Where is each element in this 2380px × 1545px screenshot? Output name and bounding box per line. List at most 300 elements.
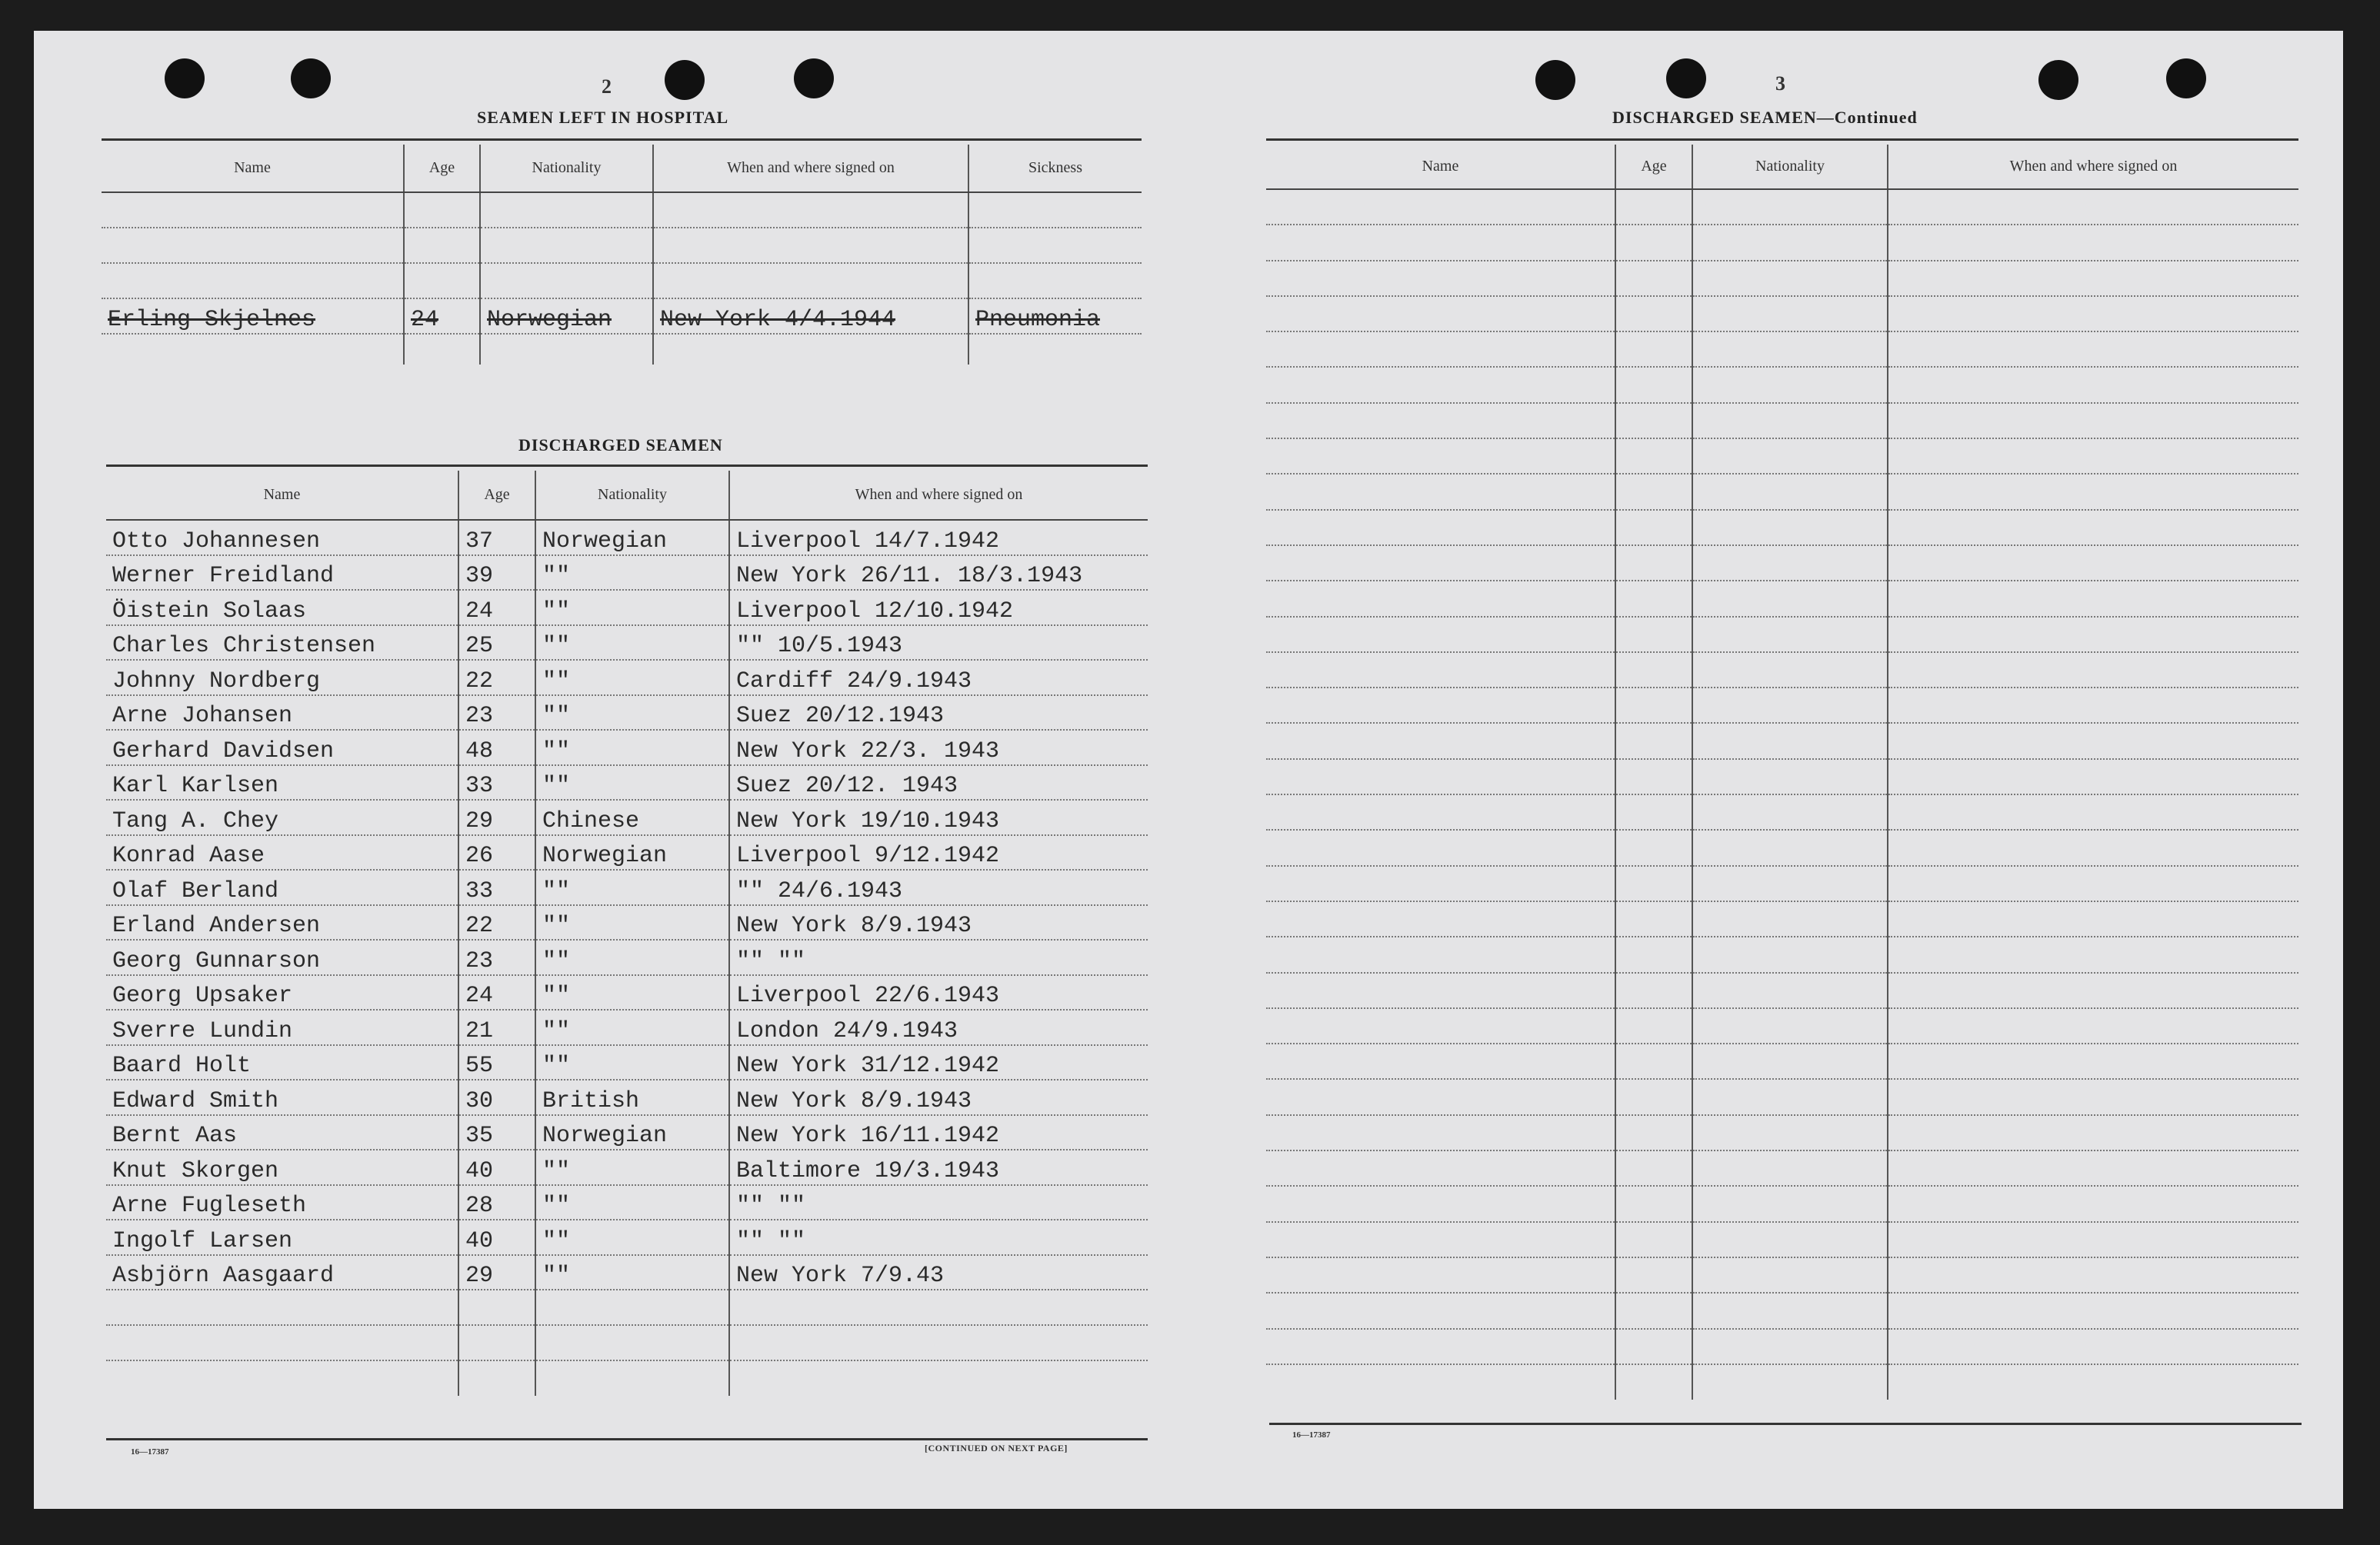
document-sheet bbox=[34, 31, 2343, 1509]
empty-cell bbox=[1266, 617, 1615, 652]
empty-cell bbox=[1692, 438, 1888, 474]
empty-row bbox=[1266, 1044, 2298, 1079]
empty-row bbox=[1266, 1293, 2298, 1328]
discharged-age: 24 bbox=[458, 590, 535, 625]
discharged-age: 48 bbox=[458, 730, 535, 765]
empty-cell bbox=[1888, 652, 2298, 688]
empty-cell bbox=[1692, 261, 1888, 296]
hospital-col-sickness: Sickness bbox=[968, 145, 1142, 192]
discharged-signed-on: Suez 20/12.1943 bbox=[729, 695, 1148, 731]
discharged-name: Konrad Aase bbox=[106, 835, 458, 871]
discharged-age: 40 bbox=[458, 1220, 535, 1255]
discharged-signed-on: New York 22/3. 1943 bbox=[729, 730, 1148, 765]
empty-cell bbox=[1692, 723, 1888, 758]
empty-cell bbox=[535, 1290, 729, 1325]
empty-row bbox=[1266, 189, 2298, 225]
empty-cell bbox=[1615, 510, 1692, 545]
empty-cell bbox=[1266, 830, 1615, 865]
empty-cell bbox=[1888, 937, 2298, 972]
discharged-signed-on: "" 24/6.1943 bbox=[729, 870, 1148, 905]
empty-cell bbox=[1888, 1044, 2298, 1079]
empty-cell bbox=[458, 1360, 535, 1396]
hospital-col-signed-on: When and where signed on bbox=[653, 145, 968, 192]
empty-row bbox=[1266, 545, 2298, 581]
discharged-age: 29 bbox=[458, 800, 535, 835]
discharged-name: Gerhard Davidsen bbox=[106, 730, 458, 765]
empty-cell bbox=[1266, 545, 1615, 581]
empty-cell bbox=[1888, 510, 2298, 545]
punch-hole-5 bbox=[1535, 60, 1575, 100]
empty-row bbox=[1266, 510, 2298, 545]
empty-cell bbox=[1615, 723, 1692, 758]
empty-cell bbox=[1692, 1222, 1888, 1257]
discharged-age: 22 bbox=[458, 905, 535, 941]
discharged-age: 28 bbox=[458, 1185, 535, 1220]
empty-cell bbox=[1888, 367, 2298, 402]
hospital-col-nationality: Nationality bbox=[480, 145, 653, 192]
empty-cell bbox=[1615, 545, 1692, 581]
table-row bbox=[106, 1220, 1148, 1255]
empty-cell bbox=[1692, 189, 1888, 225]
table-row bbox=[106, 1045, 1148, 1081]
hospital-entry-row bbox=[102, 298, 1142, 334]
empty-row bbox=[1266, 973, 2298, 1008]
discharged-nationality: British bbox=[535, 1080, 729, 1115]
empty-cell bbox=[1888, 723, 2298, 758]
empty-cell bbox=[1888, 403, 2298, 438]
empty-cell bbox=[1692, 474, 1888, 509]
empty-cell bbox=[1888, 1222, 2298, 1257]
empty-cell bbox=[1266, 296, 1615, 331]
discharged-age: 25 bbox=[458, 625, 535, 661]
discharged-signed-on: Cardiff 24/9.1943 bbox=[729, 660, 1148, 695]
empty-cell bbox=[1692, 973, 1888, 1008]
empty-cell bbox=[1888, 901, 2298, 937]
empty-row bbox=[1266, 1115, 2298, 1150]
hospital-top-rule bbox=[102, 138, 1142, 141]
table-row bbox=[106, 730, 1148, 765]
discharged-nationality: "" bbox=[535, 695, 729, 731]
table-row bbox=[106, 800, 1148, 835]
empty-cell bbox=[1615, 403, 1692, 438]
table-row bbox=[106, 1115, 1148, 1150]
empty-cell bbox=[1692, 1044, 1888, 1079]
discharged-name: Olaf Berland bbox=[106, 870, 458, 905]
empty-row bbox=[1266, 1079, 2298, 1114]
empty-cell bbox=[1888, 1329, 2298, 1364]
empty-cell bbox=[1266, 1044, 1615, 1079]
empty-cell bbox=[1888, 688, 2298, 723]
empty-row bbox=[1266, 581, 2298, 616]
empty-cell bbox=[1266, 652, 1615, 688]
table-row bbox=[106, 835, 1148, 871]
empty-row bbox=[1266, 1257, 2298, 1293]
discharged-signed-on: New York 19/10.1943 bbox=[729, 800, 1148, 835]
discharged-name: Tang A. Chey bbox=[106, 800, 458, 835]
discharged-nationality: "" bbox=[535, 1010, 729, 1045]
discharged-nationality: Chinese bbox=[535, 800, 729, 835]
empty-cell bbox=[106, 1325, 458, 1360]
empty-row bbox=[1266, 652, 2298, 688]
empty-cell bbox=[1692, 617, 1888, 652]
discharged-nationality: "" bbox=[535, 975, 729, 1011]
table-row bbox=[106, 695, 1148, 731]
empty-cell bbox=[1615, 901, 1692, 937]
punch-hole-2 bbox=[291, 58, 331, 98]
empty-cell bbox=[1266, 1079, 1615, 1114]
empty-cell bbox=[1615, 1329, 1692, 1364]
empty-cell bbox=[1692, 1079, 1888, 1114]
empty-cell bbox=[1615, 794, 1692, 830]
table-row bbox=[106, 765, 1148, 801]
empty-row bbox=[1266, 759, 2298, 794]
discharged-nationality: "" bbox=[535, 905, 729, 941]
discharged-signed-on: New York 26/11. 18/3.1943 bbox=[729, 555, 1148, 591]
empty-cell bbox=[1615, 331, 1692, 367]
empty-cell bbox=[1692, 1150, 1888, 1186]
table-row bbox=[106, 590, 1148, 625]
empty-cell bbox=[458, 1290, 535, 1325]
discharged-nationality: "" bbox=[535, 625, 729, 661]
empty-row bbox=[1266, 367, 2298, 402]
empty-cell bbox=[1692, 367, 1888, 402]
discharged-age: 21 bbox=[458, 1010, 535, 1045]
discharged-table bbox=[106, 471, 1148, 1396]
empty-cell bbox=[1615, 1364, 1692, 1400]
punch-hole-7 bbox=[2038, 60, 2078, 100]
empty-cell bbox=[1615, 1186, 1692, 1221]
empty-cell bbox=[1266, 189, 1615, 225]
empty-cell bbox=[1888, 1293, 2298, 1328]
empty-row bbox=[106, 1325, 1148, 1360]
discharged-signed-on: "" "" bbox=[729, 1185, 1148, 1220]
table-row bbox=[106, 870, 1148, 905]
empty-cell bbox=[1266, 1008, 1615, 1044]
discharged-nationality: "" bbox=[535, 660, 729, 695]
empty-cell bbox=[1692, 296, 1888, 331]
table-row bbox=[106, 520, 1148, 555]
empty-cell bbox=[1615, 296, 1692, 331]
hospital-entry-sickness: Pneumonia bbox=[968, 298, 1142, 334]
empty-cell bbox=[1888, 1150, 2298, 1186]
empty-cell bbox=[1266, 901, 1615, 937]
empty-cell bbox=[1615, 1150, 1692, 1186]
empty-row bbox=[1266, 866, 2298, 901]
discharged-signed-on: New York 7/9.43 bbox=[729, 1255, 1148, 1290]
empty-cell bbox=[1692, 1293, 1888, 1328]
empty-cell bbox=[1888, 759, 2298, 794]
table-row bbox=[106, 1185, 1148, 1220]
empty-cell bbox=[1692, 1257, 1888, 1293]
discharged-name: Baard Holt bbox=[106, 1045, 458, 1081]
discharged-nationality: "" bbox=[535, 1150, 729, 1185]
empty-cell bbox=[1615, 759, 1692, 794]
empty-cell bbox=[1615, 652, 1692, 688]
discharged-name: Edward Smith bbox=[106, 1080, 458, 1115]
empty-cell bbox=[1266, 759, 1615, 794]
discharged-name: Öistein Solaas bbox=[106, 590, 458, 625]
empty-cell bbox=[1692, 331, 1888, 367]
empty-cell bbox=[1266, 1150, 1615, 1186]
empty-cell bbox=[1692, 1115, 1888, 1150]
empty-cell bbox=[1615, 367, 1692, 402]
empty-cell bbox=[1266, 510, 1615, 545]
empty-row bbox=[1266, 794, 2298, 830]
empty-cell bbox=[1692, 581, 1888, 616]
right-heading: DISCHARGED SEAMEN—Continued bbox=[1612, 108, 1918, 127]
discharged-signed-on: Liverpool 22/6.1943 bbox=[729, 975, 1148, 1011]
discharged-top-rule bbox=[106, 464, 1148, 467]
discharged-nationality: "" bbox=[535, 1045, 729, 1081]
empty-cell bbox=[1692, 901, 1888, 937]
table-row bbox=[106, 1010, 1148, 1045]
punch-hole-8 bbox=[2166, 58, 2206, 98]
table-row bbox=[106, 660, 1148, 695]
empty-cell bbox=[1266, 866, 1615, 901]
discharged-col-signed-on: When and where signed on bbox=[729, 471, 1148, 520]
discharged-nationality: Norwegian bbox=[535, 520, 729, 555]
empty-cell bbox=[1615, 474, 1692, 509]
empty-row bbox=[1266, 1364, 2298, 1400]
empty-cell bbox=[1615, 225, 1692, 260]
discharged-name: Charles Christensen bbox=[106, 625, 458, 661]
discharged-age: 26 bbox=[458, 835, 535, 871]
hospital-entry-signed-on: New York 4/4.1944 bbox=[653, 298, 968, 334]
discharged-nationality: "" bbox=[535, 590, 729, 625]
discharged-name: Knut Skorgen bbox=[106, 1150, 458, 1185]
empty-cell bbox=[1266, 688, 1615, 723]
discharged-signed-on: New York 8/9.1943 bbox=[729, 1080, 1148, 1115]
discharged-signed-on: New York 31/12.1942 bbox=[729, 1045, 1148, 1081]
empty-cell bbox=[1888, 1257, 2298, 1293]
empty-cell bbox=[1615, 261, 1692, 296]
empty-cell bbox=[1692, 545, 1888, 581]
empty-cell bbox=[1615, 1115, 1692, 1150]
discharged-heading: DISCHARGED SEAMEN bbox=[518, 435, 723, 455]
discharged-name: Otto Johannesen bbox=[106, 520, 458, 555]
empty-cell bbox=[1615, 581, 1692, 616]
discharged-nationality: "" bbox=[535, 1185, 729, 1220]
table-row bbox=[106, 555, 1148, 591]
empty-cell bbox=[1266, 1364, 1615, 1400]
discharged-age: 40 bbox=[458, 1150, 535, 1185]
right-form-code: 16—17387 bbox=[1292, 1430, 1331, 1440]
empty-cell bbox=[1888, 331, 2298, 367]
right-col-signed-on: When and where signed on bbox=[1888, 145, 2298, 189]
hospital-heading: SEAMEN LEFT IN HOSPITAL bbox=[477, 108, 729, 127]
hospital-col-name: Name bbox=[102, 145, 404, 192]
empty-cell bbox=[1692, 1364, 1888, 1400]
empty-cell bbox=[1888, 617, 2298, 652]
right-col-name: Name bbox=[1266, 145, 1615, 189]
empty-cell bbox=[1266, 225, 1615, 260]
discharged-signed-on: Baltimore 19/3.1943 bbox=[729, 1150, 1148, 1185]
discharged-age: 23 bbox=[458, 695, 535, 731]
discharged-age: 39 bbox=[458, 555, 535, 591]
empty-cell bbox=[1692, 937, 1888, 972]
hospital-entry-name: Erling Skjelnes bbox=[102, 298, 404, 334]
discharged-signed-on: London 24/9.1943 bbox=[729, 1010, 1148, 1045]
empty-cell bbox=[1888, 1115, 2298, 1150]
empty-cell bbox=[1692, 1329, 1888, 1364]
empty-row bbox=[1266, 723, 2298, 758]
empty-cell bbox=[1692, 1008, 1888, 1044]
empty-cell bbox=[1266, 1293, 1615, 1328]
punch-hole-6 bbox=[1666, 58, 1706, 98]
hospital-entry-age: 24 bbox=[404, 298, 480, 334]
empty-cell bbox=[1266, 1222, 1615, 1257]
empty-cell bbox=[1888, 1008, 2298, 1044]
discharged-age: 29 bbox=[458, 1255, 535, 1290]
empty-cell bbox=[1888, 296, 2298, 331]
empty-cell bbox=[535, 1360, 729, 1396]
empty-cell bbox=[1888, 1364, 2298, 1400]
empty-cell bbox=[1888, 830, 2298, 865]
empty-cell bbox=[1692, 866, 1888, 901]
discharged-nationality: "" bbox=[535, 555, 729, 591]
empty-cell bbox=[106, 1360, 458, 1396]
empty-cell bbox=[1615, 973, 1692, 1008]
empty-cell bbox=[1615, 189, 1692, 225]
empty-row bbox=[1266, 937, 2298, 972]
empty-cell bbox=[1615, 1044, 1692, 1079]
discharged-name: Werner Freidland bbox=[106, 555, 458, 591]
empty-row bbox=[1266, 688, 2298, 723]
empty-row bbox=[1266, 1186, 2298, 1221]
discharged-signed-on: Liverpool 14/7.1942 bbox=[729, 520, 1148, 555]
empty-cell bbox=[1266, 723, 1615, 758]
empty-row bbox=[1266, 403, 2298, 438]
empty-row bbox=[1266, 474, 2298, 509]
empty-cell bbox=[729, 1290, 1148, 1325]
empty-cell bbox=[1266, 331, 1615, 367]
empty-cell bbox=[1615, 937, 1692, 972]
discharged-signed-on: "" "" bbox=[729, 1220, 1148, 1255]
empty-cell bbox=[1615, 1293, 1692, 1328]
punch-hole-1 bbox=[165, 58, 205, 98]
empty-cell bbox=[1615, 1222, 1692, 1257]
discharged-name: Johnny Nordberg bbox=[106, 660, 458, 695]
hospital-col-age: Age bbox=[404, 145, 480, 192]
discharged-bottom-rule bbox=[106, 1438, 1148, 1440]
discharged-age: 30 bbox=[458, 1080, 535, 1115]
table-row bbox=[106, 975, 1148, 1011]
empty-cell bbox=[1266, 367, 1615, 402]
discharged-age: 23 bbox=[458, 940, 535, 975]
empty-cell bbox=[1266, 794, 1615, 830]
left-page-number: 2 bbox=[602, 75, 612, 98]
table-row bbox=[106, 905, 1148, 941]
discharged-col-nationality: Nationality bbox=[535, 471, 729, 520]
discharged-name: Arne Johansen bbox=[106, 695, 458, 731]
empty-cell bbox=[1266, 438, 1615, 474]
discharged-nationality: "" bbox=[535, 940, 729, 975]
empty-cell bbox=[1692, 403, 1888, 438]
empty-cell bbox=[535, 1325, 729, 1360]
empty-cell bbox=[1692, 652, 1888, 688]
right-bottom-rule bbox=[1269, 1423, 2302, 1425]
empty-cell bbox=[1888, 581, 2298, 616]
discharged-nationality: "" bbox=[535, 765, 729, 801]
empty-cell bbox=[1888, 794, 2298, 830]
empty-row bbox=[1266, 296, 2298, 331]
continued-note: [CONTINUED ON NEXT PAGE] bbox=[925, 1443, 1068, 1453]
discharged-name: Sverre Lundin bbox=[106, 1010, 458, 1045]
empty-cell bbox=[1692, 510, 1888, 545]
discharged-nationality: "" bbox=[535, 1220, 729, 1255]
empty-cell bbox=[1615, 1008, 1692, 1044]
empty-cell bbox=[458, 1325, 535, 1360]
table-row bbox=[106, 940, 1148, 975]
empty-cell bbox=[1615, 617, 1692, 652]
empty-cell bbox=[1888, 189, 2298, 225]
discharged-nationality: Norwegian bbox=[535, 1115, 729, 1150]
empty-cell bbox=[1888, 545, 2298, 581]
discharged-age: 37 bbox=[458, 520, 535, 555]
empty-cell bbox=[1888, 438, 2298, 474]
discharged-signed-on: "" 10/5.1943 bbox=[729, 625, 1148, 661]
table-row bbox=[106, 625, 1148, 661]
empty-cell bbox=[729, 1360, 1148, 1396]
empty-cell bbox=[1692, 794, 1888, 830]
empty-cell bbox=[1266, 1257, 1615, 1293]
discharged-age: 22 bbox=[458, 660, 535, 695]
empty-cell bbox=[1888, 866, 2298, 901]
empty-row bbox=[1266, 1222, 2298, 1257]
discharged-signed-on: Suez 20/12. 1943 bbox=[729, 765, 1148, 801]
table-row bbox=[106, 1080, 1148, 1115]
empty-cell bbox=[106, 1290, 458, 1325]
discharged-name: Bernt Aas bbox=[106, 1115, 458, 1150]
discharged-age: 33 bbox=[458, 765, 535, 801]
empty-cell bbox=[1692, 1186, 1888, 1221]
empty-cell bbox=[1266, 581, 1615, 616]
empty-row bbox=[1266, 1329, 2298, 1364]
discharged-name: Georg Gunnarson bbox=[106, 940, 458, 975]
empty-cell bbox=[1266, 403, 1615, 438]
punch-hole-4 bbox=[794, 58, 834, 98]
empty-cell bbox=[1266, 1329, 1615, 1364]
empty-cell bbox=[1615, 688, 1692, 723]
empty-row bbox=[1266, 1008, 2298, 1044]
table-row bbox=[106, 1150, 1148, 1185]
empty-cell bbox=[1692, 225, 1888, 260]
empty-row bbox=[106, 1360, 1148, 1396]
empty-row bbox=[1266, 331, 2298, 367]
empty-row bbox=[1266, 261, 2298, 296]
discharged-signed-on: "" "" bbox=[729, 940, 1148, 975]
punch-hole-3 bbox=[665, 60, 705, 100]
discharged-name: Arne Fugleseth bbox=[106, 1185, 458, 1220]
discharged-signed-on: Liverpool 9/12.1942 bbox=[729, 835, 1148, 871]
empty-cell bbox=[1615, 866, 1692, 901]
discharged-nationality: "" bbox=[535, 730, 729, 765]
right-discharged-table bbox=[1266, 145, 2298, 1400]
empty-cell bbox=[1266, 261, 1615, 296]
empty-cell bbox=[1888, 973, 2298, 1008]
empty-cell bbox=[1692, 688, 1888, 723]
empty-cell bbox=[1692, 759, 1888, 794]
empty-row bbox=[1266, 225, 2298, 260]
empty-cell bbox=[1266, 1186, 1615, 1221]
empty-cell bbox=[1266, 937, 1615, 972]
empty-cell bbox=[729, 1325, 1148, 1360]
empty-row bbox=[106, 1290, 1148, 1325]
empty-cell bbox=[1266, 1115, 1615, 1150]
right-col-age: Age bbox=[1615, 145, 1692, 189]
empty-cell bbox=[1888, 474, 2298, 509]
discharged-age: 35 bbox=[458, 1115, 535, 1150]
